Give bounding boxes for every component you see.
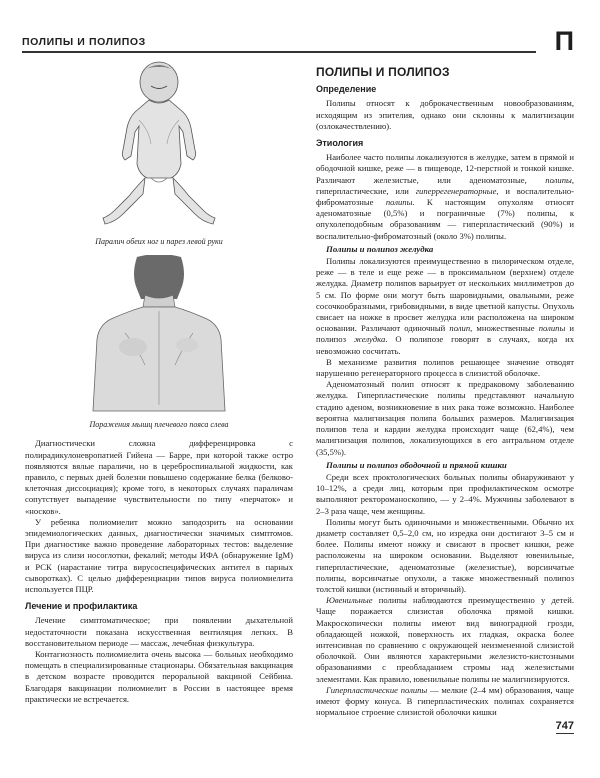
header-letter: П [554, 26, 574, 56]
text-run: Наиболее часто полипы локализуются в желудке, затем в прямой и ободочной кишке, реже — в пищеводе, 12-перстной и тонкой кишке. Различают железистые, или аденоматозные, [316, 152, 574, 185]
paragraph: Лечение симптоматическое; при появлении дыхательной недостаточности показана искусственная вентиляция легких. В восстановительном периоде — массаж, лечебная физкультура. [25, 615, 293, 648]
paragraph: У ребенка полиомиелит можно заподозрить на основании эпидемиологических данных, диагностически значимых симптомов. При диагностике важно проведение лабораторных тестов: выделение вируса из слизи носоглотки, фекалий; методы ИФА (обнаружение IgM) и РСК (нарастание титра вирусоспецифических антител в парных сыворотках). С целью дифференциации типов вируса полиомиелита используется ПЦР. [25, 516, 293, 595]
section-heading-treatment: Лечение и профилактика [25, 601, 138, 612]
paragraph [316, 685, 574, 719]
subsection-heading-stomach: Полипы и полипоз желудка [326, 243, 434, 254]
page-number: 747 [555, 720, 574, 732]
figure-child-paralysis [79, 60, 239, 230]
text-run: , и воспалительно-фиброматозные [316, 185, 575, 208]
paragraph: Контагиозность полиомиелита очень высока — больных необходимо помещать в специализированные стационары. Обязательная вакцинация в детском возрасте проводится пероральной вакциной Сейбина. Благодаря вакцинации полиомиелит в России в настоящее время практически не встречается. [25, 649, 293, 704]
article-title: ПОЛИПЫ И ПОЛИПОЗ [316, 65, 450, 79]
text-run: полип [449, 323, 471, 334]
section-heading-definition: Определение [316, 84, 377, 95]
text-run: Гиперпластические полипы [326, 684, 428, 695]
text-run: и полипоз [316, 323, 575, 345]
section-heading-etiology: Этиология [316, 138, 364, 149]
text-run: , множественные [470, 323, 539, 334]
text-run: гиперрегенераторные [415, 185, 497, 196]
text-run: желудка [353, 334, 386, 345]
paragraph: Полипы могут быть одиночными и множественными. Обычно их диаметр составляет 0,5–2,0 см, но изредка они достигают 3–5 см и более. Полипы имеют ножку и свисают в просвет кишки, реже расположены на широком основании. Выделяют ювенильные, гиперпластические, аденоматозные (железистые), ворсинчатые полипы, ворсинчатые опухоли, а также множественный полипоз толстой кишки (истинный и вторичный). [316, 516, 574, 594]
text-run: — мелкие (2–4 мм) образования, чаще имеют форму конуса. В гиперпластических полипах сохраняется нормальное строение слизистой оболочки кишки [316, 684, 574, 718]
header-title: ПОЛИПЫ И ПОЛИПОЗ [22, 36, 146, 48]
header-rule [22, 51, 536, 53]
text-run: полипы [545, 174, 572, 185]
text-run: . К настоящим опухолям относят аденоматозные (0,5%) и пограничные (7%) полипы, к опухолеподобным образованиям — гиперпластический (90%) и воспалительно-фиброматозный (около 3%) полипы. [316, 197, 574, 241]
paragraph: Полипы относят к доброкачественным новообразованиям, исходящим из эпителия, однако они склонны к малигнизации (озлокачествлению). [316, 98, 574, 131]
text-run: полипы наблюдаются преимущественно у детей. Чаще поражается слизистая оболочка прямой кишки. Макроскопически полипы имеют вид виноградной грозди, обладающей ножкой, поверхность их гладкая, окраска более интенсивная по сравнению с окружающей неизмененной слизистой оболочкой. Они являются характерными железисто-кистозными образованиями с преобладанием стромы над железистыми элементами. Как правило, ювенильные полипы не малигнизируются. [316, 595, 574, 684]
paragraph: Среди всех проктологических больных полипы обнаруживают у 10–12%, а среди лиц, которым при профилактическом осмотре выполняют ректороманоскопию, — у 2–4%. Мужчины заболевают в 2–3 раза чаще, чем женщины. [316, 471, 574, 516]
figure-caption-1: Паралич обеих ног и парез левой руки [95, 237, 223, 246]
text-run: . О полипозе говорят в случаях, когда их невозможно сосчитать. [316, 334, 574, 356]
paragraph [316, 256, 574, 357]
paragraph [316, 152, 574, 242]
subsection-heading-colon: Полипы и полипоз ободочной и прямой кишки [326, 459, 507, 470]
left-column [25, 60, 293, 705]
text-run: полипы [385, 197, 413, 208]
paragraph [316, 595, 574, 685]
text-run: полипы [538, 323, 566, 334]
text-run: Ювенильные [326, 595, 373, 606]
right-column [316, 60, 574, 718]
running-header [22, 28, 574, 58]
figure-back-shoulder [89, 255, 229, 413]
paragraph: В механизме развития полипов решающее значение отводят нарушению регенераторного процесса в слизистой оболочке. [316, 356, 574, 379]
paragraph: Аденоматозный полип относят к предраковому заболеванию желудка. Гиперпластические полипы представляют начальную стадию аденом, возникновение в них рака тоже возможно. Наиболее вероятна малигнизация полипа больших размеров. Малигнизация полипов тела и кардии желудка происходит чаще (62,4%), чем малигнизация полипов, локализующихся в его антральном отделе (35,5%). [316, 379, 574, 457]
text-run: , гиперпластические, или [316, 174, 574, 196]
text-run: Полипы локализуются преимущественно в пилорическом отделе, реже — в теле и еще реже — в проксимальном (верхнем) отделе желудка. Диаметр полипов варьирует от нескольких миллиметров до 5 см. По форме они могут быть шаровидными, овальными, реже сосочкообразными, грибовидными, в виде цветной капусты. Опухоль свисает на ножке в просвет желудка или расположена на широком основании. Различают одиночный [316, 256, 574, 334]
figure-caption-2: Поражения мышц плечевого пояса слева [89, 420, 229, 430]
paragraph: Диагностически сложна дифференцировка с полирадикулоневропатией Гийена — Барре, при которой также остро появляются вялые параличи, но в цереброспинальной жидкости, как правило, с первых дней болезни повышено содержание белка (белково-клеточная диссоциация); кроме того, в некоторых случаях параличам сопутствует выпадение чувствительности по типу «перчаток» и «носков». [25, 438, 293, 516]
